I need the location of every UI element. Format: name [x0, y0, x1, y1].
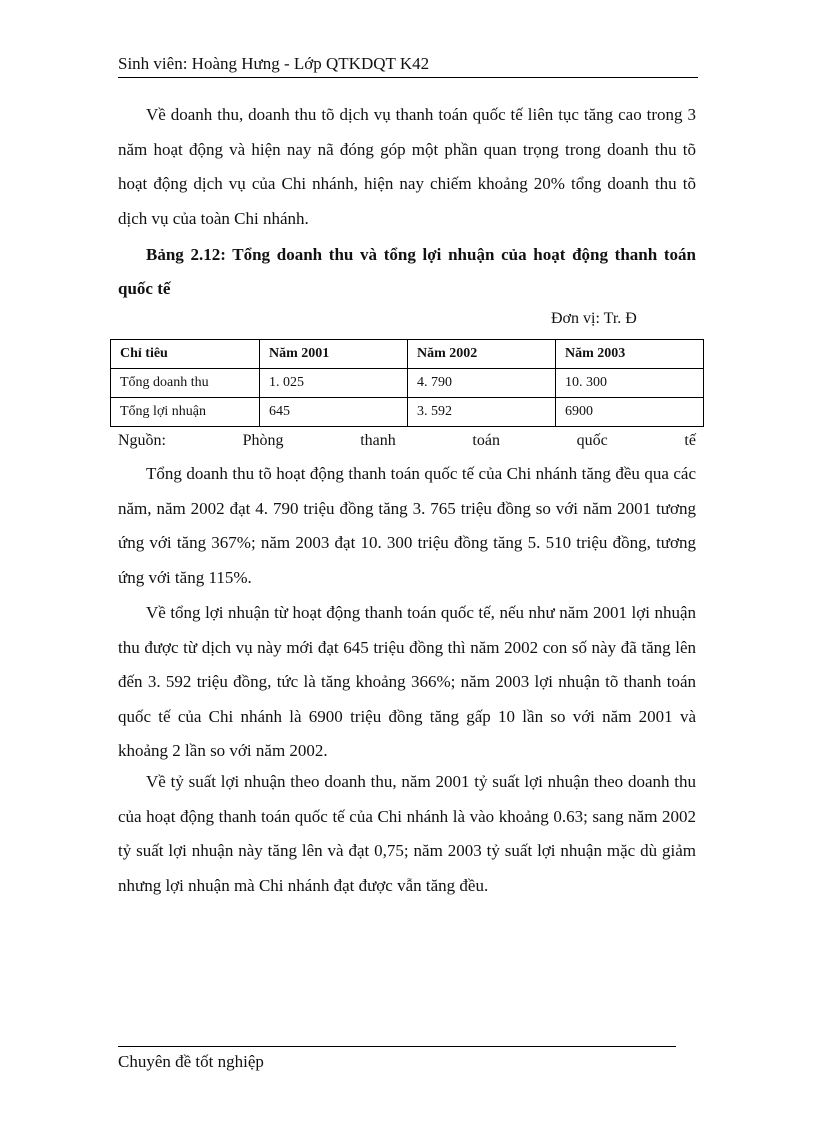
- table-cell: 4. 790: [407, 369, 555, 398]
- table-row: [111, 398, 704, 427]
- table-caption: Bảng 2.12: Tổng doanh thu và tổng lợi nhuận của hoạt động thanh toán quốc tế: [118, 245, 696, 298]
- table-row: [111, 369, 704, 398]
- table-header-row: [111, 340, 704, 369]
- table-cell: Tổng lợi nhuận: [111, 398, 260, 427]
- paragraph-revenue-intro: Về doanh thu, doanh thu tõ dịch vụ thanh toán quốc tế liên tục tăng cao trong 3 năm hoạt động và hiện nay nã đóng góp một phần quan trọng trong doanh thu tõ hoạt động dịch vụ của Chi nhánh, hiện nay chiếm khoảng 20% tổng doanh thu tõ dịch vụ của toàn Chi nhánh.: [118, 105, 696, 228]
- table-header-cell: Năm 2001: [260, 340, 408, 369]
- revenue-profit-table: [110, 339, 704, 427]
- page-header: Sinh viên: Hoàng Hưng - Lớp QTKDQT K42: [118, 52, 698, 78]
- source-word: toán: [472, 432, 500, 449]
- paragraph-revenue-growth: Tổng doanh thu tõ hoạt động thanh toán quốc tế của Chi nhánh tăng đều qua các năm, năm 2002 đạt 4. 790 triệu đồng tăng 3. 765 triệu đồng so với năm 2001 tương ứng với tăng 367%; năm 2003 đạt 10. 300 triệu đồng tăng 5. 510 triệu đồng, tương ứng với tăng 115%.: [118, 464, 696, 587]
- source-word: thanh: [360, 432, 396, 449]
- table-cell: 6900: [555, 398, 703, 427]
- source-word: Phòng: [242, 432, 284, 449]
- source-word: Nguồn:: [118, 432, 166, 449]
- paragraph-profit-margin: Về tỷ suất lợi nhuận theo doanh thu, năm 2001 tỷ suất lợi nhuận theo doanh thu của hoạt động thanh toán quốc tế của Chi nhánh là vào khoảng 0.63; sang năm 2002 tỷ suất lợi nhuận này tăng lên và đạt 0,75; năm 2003 tỷ suất lợi nhuận mặc dù giảm nhưng lợi nhuận mà Chi nhánh đạt được vẫn tăng đều.: [118, 772, 696, 895]
- unit-label: Đơn vị: Tr. Đ: [551, 310, 637, 327]
- paragraph-profit-growth: Về tổng lợi nhuận từ hoạt động thanh toán quốc tế, nếu như năm 2001 lợi nhuận thu được từ dịch vụ này mới đạt 645 triệu đồng thì năm 2002 con số này đã tăng lên đến 3. 592 triệu đồng, tức là tăng khoảng 366%; năm 2003 lợi nhuận tõ thanh toán quốc tế của Chi nhánh là 6900 triệu đồng tăng gấp 10 lần so với năm 2001 và khoảng 2 lần so với năm 2002.: [118, 603, 696, 760]
- table-source: [118, 430, 696, 452]
- table-cell: Tổng doanh thu: [111, 369, 260, 398]
- source-word: quốc: [576, 432, 608, 449]
- source-word: tế: [684, 432, 696, 449]
- table-cell: 10. 300: [555, 369, 703, 398]
- table-cell: 645: [260, 398, 408, 427]
- page-footer: Chuyên đề tốt nghiệp: [118, 1046, 676, 1074]
- table-header-cell: Năm 2002: [407, 340, 555, 369]
- table-cell: 3. 592: [407, 398, 555, 427]
- table-header-cell: Năm 2003: [555, 340, 703, 369]
- table-cell: 1. 025: [260, 369, 408, 398]
- table-header-cell: Chỉ tiêu: [111, 340, 260, 369]
